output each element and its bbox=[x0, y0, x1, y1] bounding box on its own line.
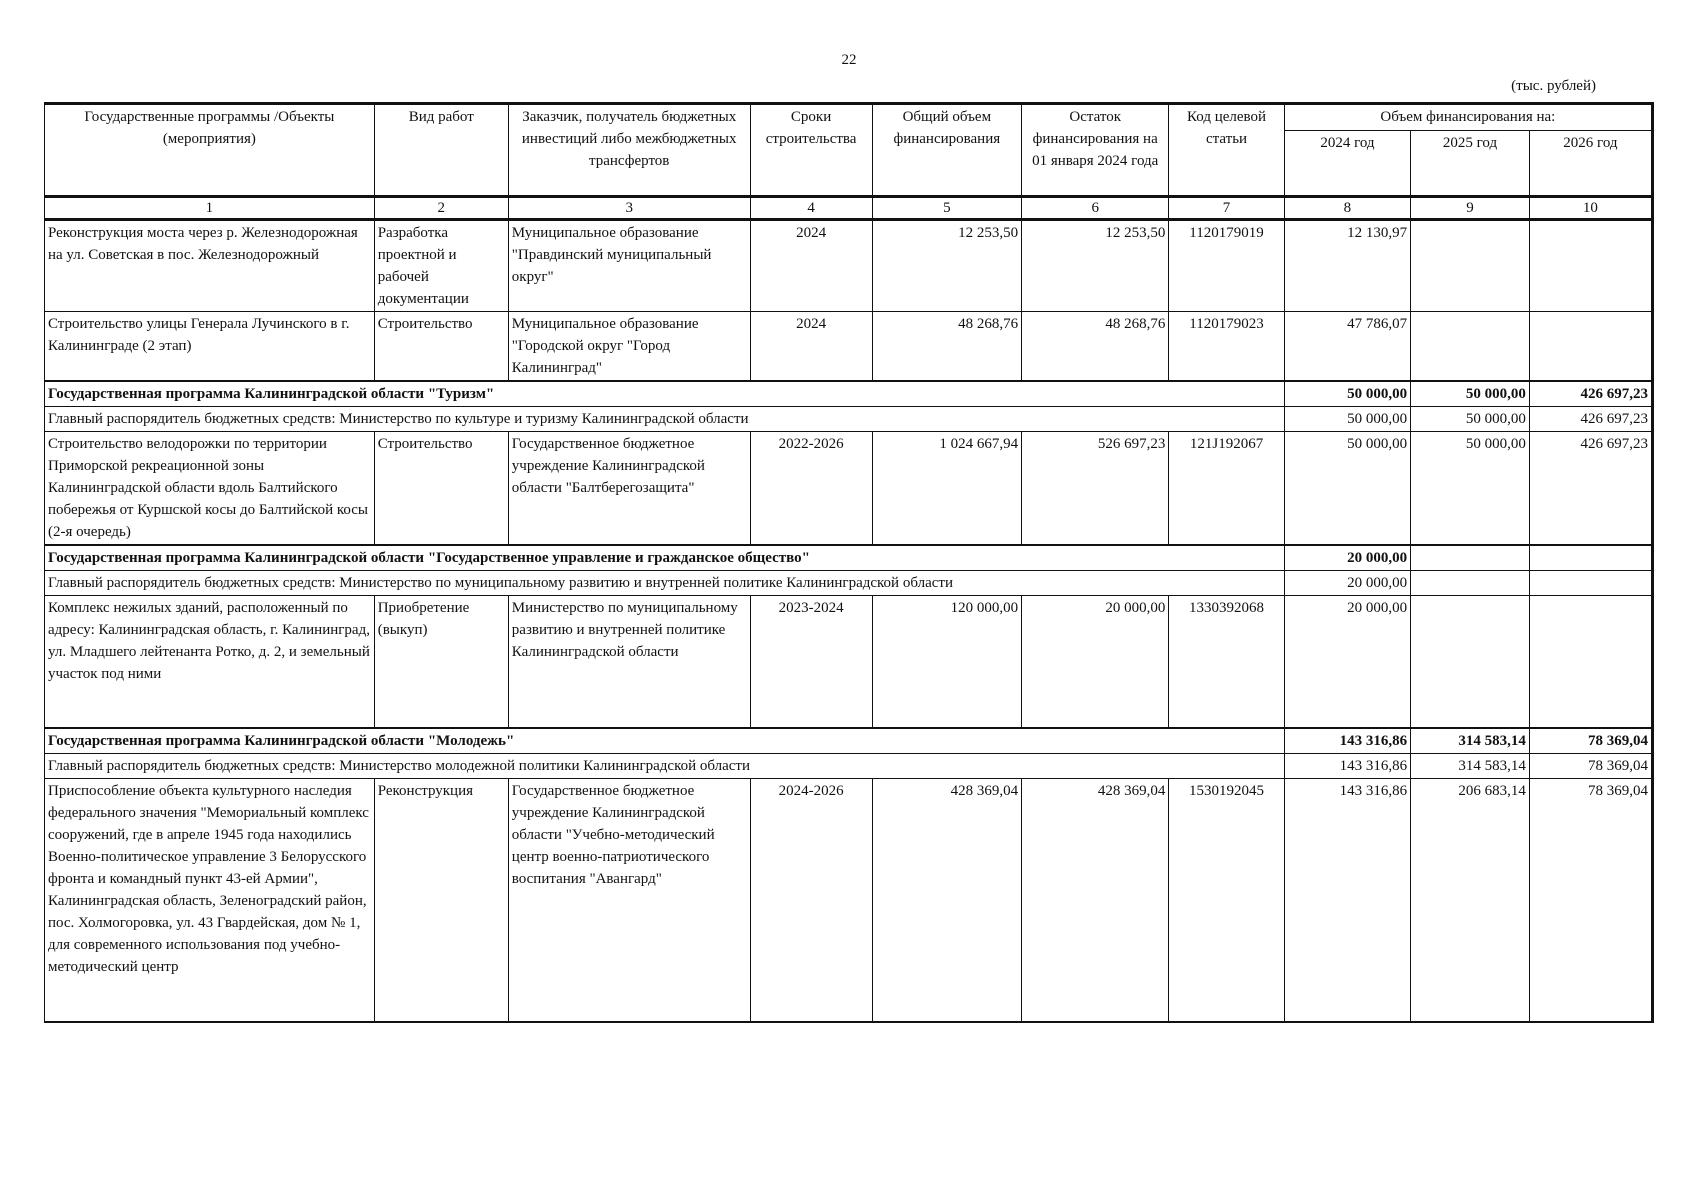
construction-period: 2024 bbox=[750, 312, 872, 382]
funding-2025 bbox=[1411, 312, 1530, 382]
customer: Муниципальное образование "Правдинский муниципальный округ" bbox=[508, 220, 750, 312]
col-number: 6 bbox=[1022, 197, 1169, 220]
object-name: Комплекс нежилых зданий, расположенный по адресу: Калининградская область, г. Калининград, ул. Младшего лейтенанта Ротко, д. 2, и земельный участок под ними bbox=[45, 596, 375, 728]
funding-2024: 20 000,00 bbox=[1284, 545, 1410, 571]
funding-2024: 50 000,00 bbox=[1284, 407, 1410, 432]
funding-2026: 426 697,23 bbox=[1529, 407, 1652, 432]
funding-2026 bbox=[1529, 571, 1652, 596]
header-customer: Заказчик, получатель бюджетных инвестиций либо межбюджетных трансфертов bbox=[508, 104, 750, 197]
funding-2026: 426 697,23 bbox=[1529, 432, 1652, 546]
header-period: Сроки строительства bbox=[750, 104, 872, 197]
col-number: 10 bbox=[1529, 197, 1652, 220]
construction-period: 2024-2026 bbox=[750, 778, 872, 1022]
funding-2026: 78 369,04 bbox=[1529, 778, 1652, 1022]
header-remainder: Остаток финансирования на 01 января 2024 года bbox=[1022, 104, 1169, 197]
program-title: Государственная программа Калининградской области "Туризм" bbox=[45, 381, 1285, 407]
target-code: 1330392068 bbox=[1169, 596, 1284, 728]
table-row bbox=[45, 596, 1653, 728]
funding-2026 bbox=[1529, 312, 1652, 382]
funding-2026 bbox=[1529, 545, 1652, 571]
total-funding: 1 024 667,94 bbox=[872, 432, 1021, 546]
funding-2026: 426 697,23 bbox=[1529, 381, 1652, 407]
col-number: 8 bbox=[1284, 197, 1410, 220]
ministry-row bbox=[45, 407, 1653, 432]
budget-table bbox=[44, 102, 1654, 1023]
col-number: 4 bbox=[750, 197, 872, 220]
target-code: 1530192045 bbox=[1169, 778, 1284, 1022]
column-numbers-row bbox=[45, 197, 1653, 220]
program-title: Государственная программа Калининградской области "Молодежь" bbox=[45, 728, 1285, 754]
header-year-2025: 2025 год bbox=[1411, 131, 1530, 197]
funding-2024: 20 000,00 bbox=[1284, 571, 1410, 596]
ministry-title: Главный распорядитель бюджетных средств: Министерство по культуре и туризму Калининградской области bbox=[45, 407, 1285, 432]
table-row bbox=[45, 312, 1653, 382]
customer: Государственное бюджетное учреждение Калининградской области "Учебно-методический центр военно-патриотического воспитания "Авангард" bbox=[508, 778, 750, 1022]
funding-2024: 143 316,86 bbox=[1284, 728, 1410, 754]
remaining-funding: 428 369,04 bbox=[1022, 778, 1169, 1022]
funding-2026 bbox=[1529, 220, 1652, 312]
header-work-type: Вид работ bbox=[374, 104, 508, 197]
customer: Министерство по муниципальному развитию и внутренней политике Калининградской области bbox=[508, 596, 750, 728]
header-row bbox=[45, 104, 1653, 131]
remaining-funding: 20 000,00 bbox=[1022, 596, 1169, 728]
ministry-row bbox=[45, 571, 1653, 596]
funding-2025 bbox=[1411, 220, 1530, 312]
object-name: Приспособление объекта культурного наследия федерального значения "Мемориальный комплекс сооружений, где в апреле 1945 года находились Военно-политическое управление 3 Белорусского фронта и командный пункт 43-ей Армии", Калининградская область, Зеленоградский район, пос. Холмогоровка, ул. 43 Гвардейская, дом № 1, для современного использования под учебно-методический центр bbox=[45, 778, 375, 1022]
table-row bbox=[45, 778, 1653, 1022]
col-number: 5 bbox=[872, 197, 1021, 220]
header-funding-group: Объем финансирования на: bbox=[1284, 104, 1652, 131]
work-type: Реконструкция bbox=[374, 778, 508, 1022]
ministry-row bbox=[45, 753, 1653, 778]
remaining-funding: 48 268,76 bbox=[1022, 312, 1169, 382]
target-code: 1120179019 bbox=[1169, 220, 1284, 312]
funding-2024: 20 000,00 bbox=[1284, 596, 1410, 728]
total-funding: 48 268,76 bbox=[872, 312, 1021, 382]
table-row bbox=[45, 432, 1653, 546]
program-row bbox=[45, 381, 1653, 407]
funding-2024: 143 316,86 bbox=[1284, 778, 1410, 1022]
work-type: Строительство bbox=[374, 432, 508, 546]
object-name: Реконструкция моста через р. Железнодорожная на ул. Советская в пос. Железнодорожный bbox=[45, 220, 375, 312]
header-year-2026: 2026 год bbox=[1529, 131, 1652, 197]
table-row bbox=[45, 220, 1653, 312]
funding-2025: 314 583,14 bbox=[1411, 728, 1530, 754]
funding-2025 bbox=[1411, 571, 1530, 596]
construction-period: 2022-2026 bbox=[750, 432, 872, 546]
program-row bbox=[45, 728, 1653, 754]
funding-2026: 78 369,04 bbox=[1529, 753, 1652, 778]
units-label: (тыс. рублей) bbox=[1511, 78, 1596, 94]
funding-2025: 50 000,00 bbox=[1411, 381, 1530, 407]
object-name: Строительство велодорожки по территории Приморской рекреационной зоны Калининградской области вдоль Балтийского побережья от Куршской косы до Балтийской косы (2-я очередь) bbox=[45, 432, 375, 546]
funding-2024: 50 000,00 bbox=[1284, 432, 1410, 546]
col-number: 1 bbox=[45, 197, 375, 220]
funding-2025 bbox=[1411, 545, 1530, 571]
header-year-2024: 2024 год bbox=[1284, 131, 1410, 197]
remaining-funding: 12 253,50 bbox=[1022, 220, 1169, 312]
work-type: Приобретение (выкуп) bbox=[374, 596, 508, 728]
col-number: 7 bbox=[1169, 197, 1284, 220]
funding-2024: 50 000,00 bbox=[1284, 381, 1410, 407]
object-name: Строительство улицы Генерала Лучинского в г. Калининграде (2 этап) bbox=[45, 312, 375, 382]
header-code: Код целевой статьи bbox=[1169, 104, 1284, 197]
header-programs: Государственные программы /Объекты (мероприятия) bbox=[45, 104, 375, 197]
col-number: 2 bbox=[374, 197, 508, 220]
ministry-title: Главный распорядитель бюджетных средств: Министерство по муниципальному развитию и внутренней политике Калининградской области bbox=[45, 571, 1285, 596]
total-funding: 428 369,04 bbox=[872, 778, 1021, 1022]
funding-2026: 78 369,04 bbox=[1529, 728, 1652, 754]
page-number: 22 bbox=[841, 52, 857, 68]
col-number: 3 bbox=[508, 197, 750, 220]
program-title: Государственная программа Калининградской области "Государственное управление и гражданское общество" bbox=[45, 545, 1285, 571]
funding-2025: 206 683,14 bbox=[1411, 778, 1530, 1022]
customer: Муниципальное образование "Городской округ "Город Калининград" bbox=[508, 312, 750, 382]
construction-period: 2023-2024 bbox=[750, 596, 872, 728]
program-row bbox=[45, 545, 1653, 571]
funding-2025: 314 583,14 bbox=[1411, 753, 1530, 778]
funding-2025 bbox=[1411, 596, 1530, 728]
construction-period: 2024 bbox=[750, 220, 872, 312]
funding-2025: 50 000,00 bbox=[1411, 432, 1530, 546]
total-funding: 12 253,50 bbox=[872, 220, 1021, 312]
customer: Государственное бюджетное учреждение Калининградской области "Балтберегозащита" bbox=[508, 432, 750, 546]
funding-2024: 12 130,97 bbox=[1284, 220, 1410, 312]
work-type: Разработка проектной и рабочей документации bbox=[374, 220, 508, 312]
total-funding: 120 000,00 bbox=[872, 596, 1021, 728]
funding-2025: 50 000,00 bbox=[1411, 407, 1530, 432]
target-code: 121J192067 bbox=[1169, 432, 1284, 546]
target-code: 1120179023 bbox=[1169, 312, 1284, 382]
remaining-funding: 526 697,23 bbox=[1022, 432, 1169, 546]
work-type: Строительство bbox=[374, 312, 508, 382]
funding-2026 bbox=[1529, 596, 1652, 728]
header-total: Общий объем финансирования bbox=[872, 104, 1021, 197]
col-number: 9 bbox=[1411, 197, 1530, 220]
funding-2024: 47 786,07 bbox=[1284, 312, 1410, 382]
ministry-title: Главный распорядитель бюджетных средств: Министерство молодежной политики Калининградской области bbox=[45, 753, 1285, 778]
funding-2024: 143 316,86 bbox=[1284, 753, 1410, 778]
